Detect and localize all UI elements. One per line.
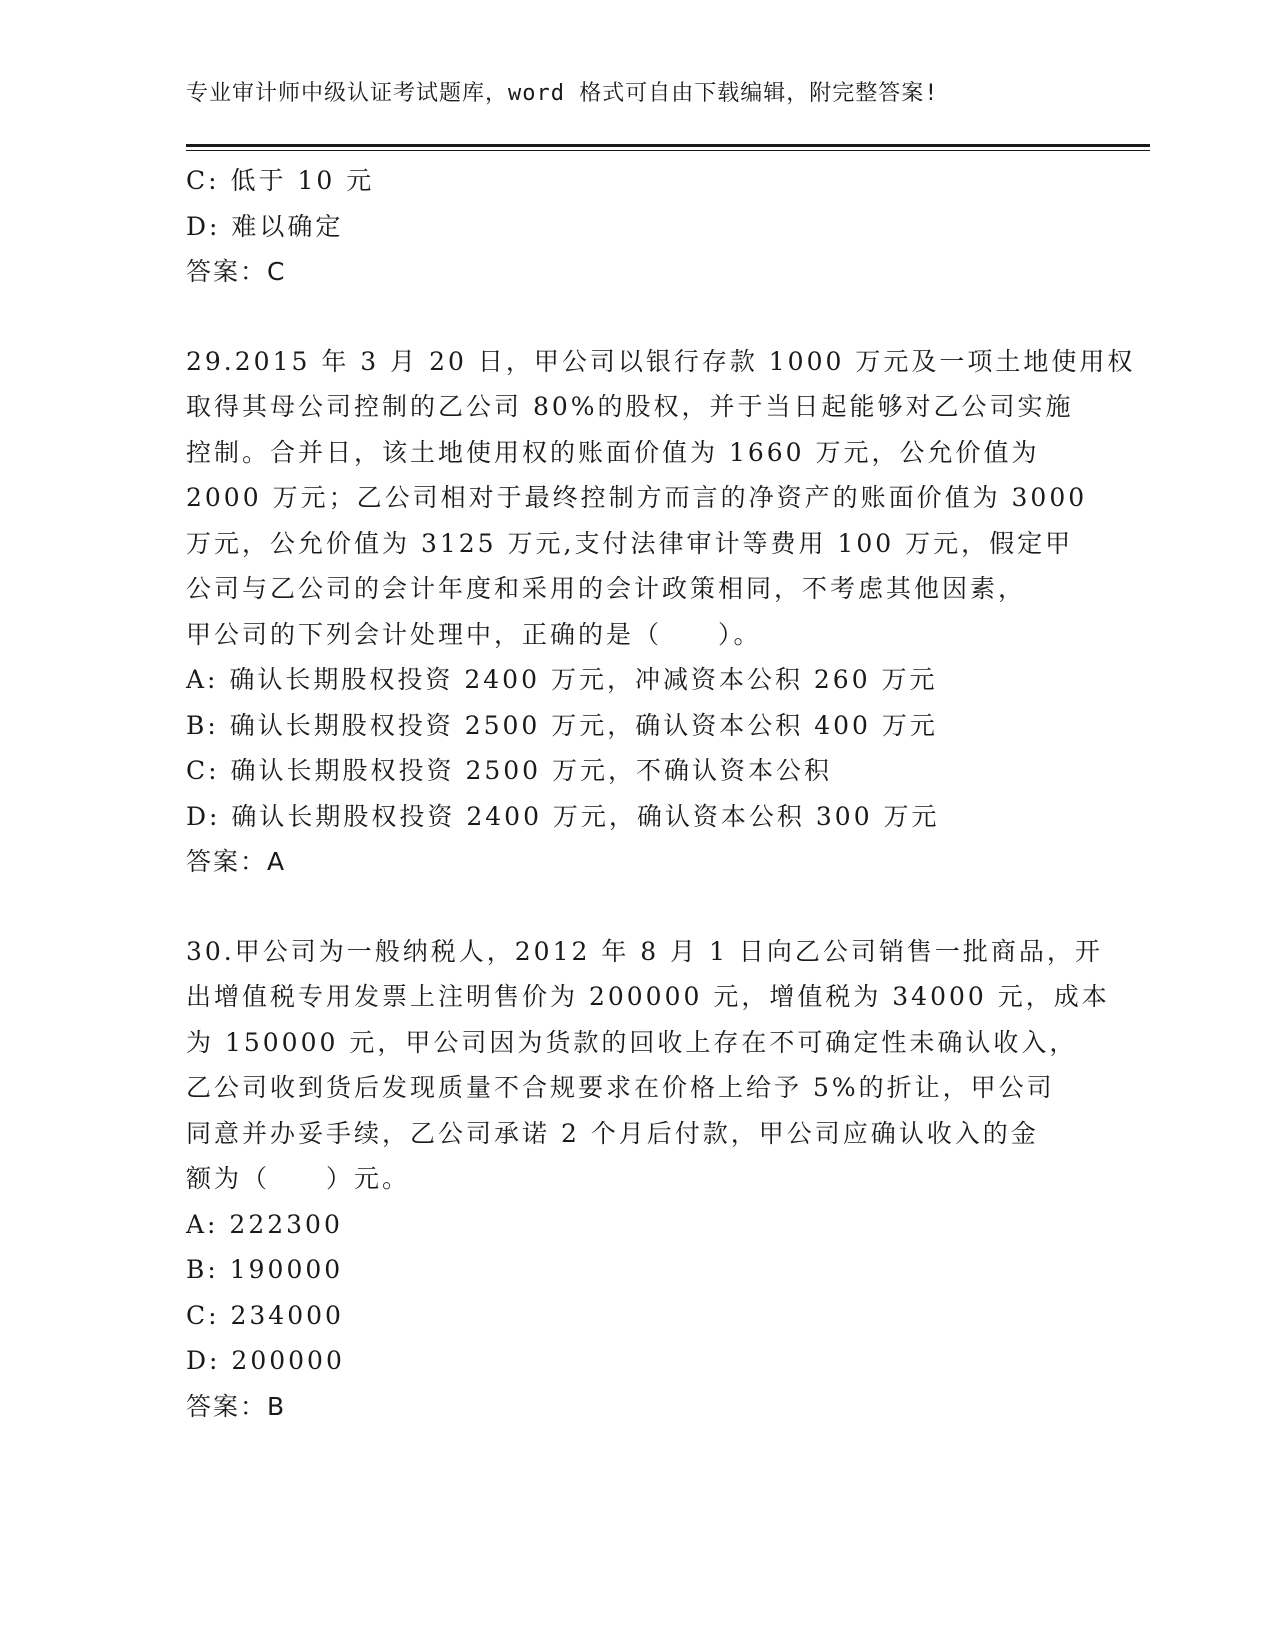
question-29	[186, 339, 1136, 885]
option-c: C: 低于 10 元	[186, 166, 375, 195]
question-stem-line: 乙公司收到货后发现质量不合规要求在价格上给予 5%的折让，甲公司	[186, 1073, 1055, 1102]
option-d: D: 难以确定	[186, 211, 344, 241]
option-c: C: 234000	[186, 1300, 344, 1330]
question-stem-line: 为 150000 元，甲公司因为货款的回收上存在不可确定性未确认收入，	[186, 1027, 1078, 1057]
question-stem-line: 29.2015 年 3 月 20 日，甲公司以银行存款 1000 万元及一项土地使用权	[186, 346, 1136, 376]
question-stem-line: 公司与乙公司的会计年度和采用的会计政策相同，不考虑其他因素，	[186, 574, 1027, 603]
question-stem-line: 额为（ ）元。	[186, 1164, 411, 1193]
option-d: D: 确认长期股权投资 2400 万元，确认资本公积 300 万元	[186, 801, 940, 831]
question-stem-line: 取得其母公司控制的乙公司 80%的股权，并于当日起能够对乙公司实施	[186, 392, 1074, 421]
header-divider-thin	[186, 150, 1150, 151]
option-b: B: 190000	[186, 1255, 344, 1284]
answer-label: 答案：B	[186, 1391, 287, 1421]
page-header: 专业审计师中级认证考试题库，word 格式可自由下载编辑，附完整答案!	[186, 81, 939, 106]
answer-label: 答案：A	[186, 847, 287, 876]
option-d: D: 200000	[186, 1346, 345, 1375]
spacer	[186, 885, 1086, 929]
option-a: A: 确认长期股权投资 2400 万元，冲减资本公积 260 万元	[186, 665, 938, 694]
question-stem-line: 甲公司的下列会计处理中，正确的是（ ）。	[186, 619, 762, 649]
option-a: A: 222300	[186, 1209, 343, 1239]
header-divider-thick	[186, 144, 1150, 147]
document-body	[186, 158, 1136, 1429]
option-c: C: 确认长期股权投资 2500 万元，不确认资本公积	[186, 756, 833, 785]
question-stem-line: 万元，公允价值为 3125 万元,支付法律审计等费用 100 万元，假定甲	[186, 528, 1074, 558]
question-stem-line: 同意并办妥手续，乙公司承诺 2 个月后付款，甲公司应确认收入的金	[186, 1118, 1039, 1148]
option-b: B: 确认长期股权投资 2500 万元，确认资本公积 400 万元	[186, 710, 938, 740]
spacer	[186, 295, 1086, 339]
answer-label: 答案：C	[186, 257, 287, 286]
question-stem-line: 2000 万元；乙公司相对于最终控制方而言的净资产的账面价值为 3000	[186, 483, 1088, 512]
question-stem-line: 30.甲公司为一般纳税人，2012 年 8 月 1 日向乙公司销售一批商品，开	[186, 936, 1103, 966]
question-28-tail	[186, 158, 1086, 295]
question-stem-line: 控制。合并日，该土地使用权的账面价值为 1660 万元，公允价值为	[186, 437, 1040, 467]
question-30	[186, 929, 1110, 1430]
question-stem-line: 出增值税专用发票上注明售价为 200000 元，增值税为 34000 元，成本	[186, 982, 1110, 1011]
